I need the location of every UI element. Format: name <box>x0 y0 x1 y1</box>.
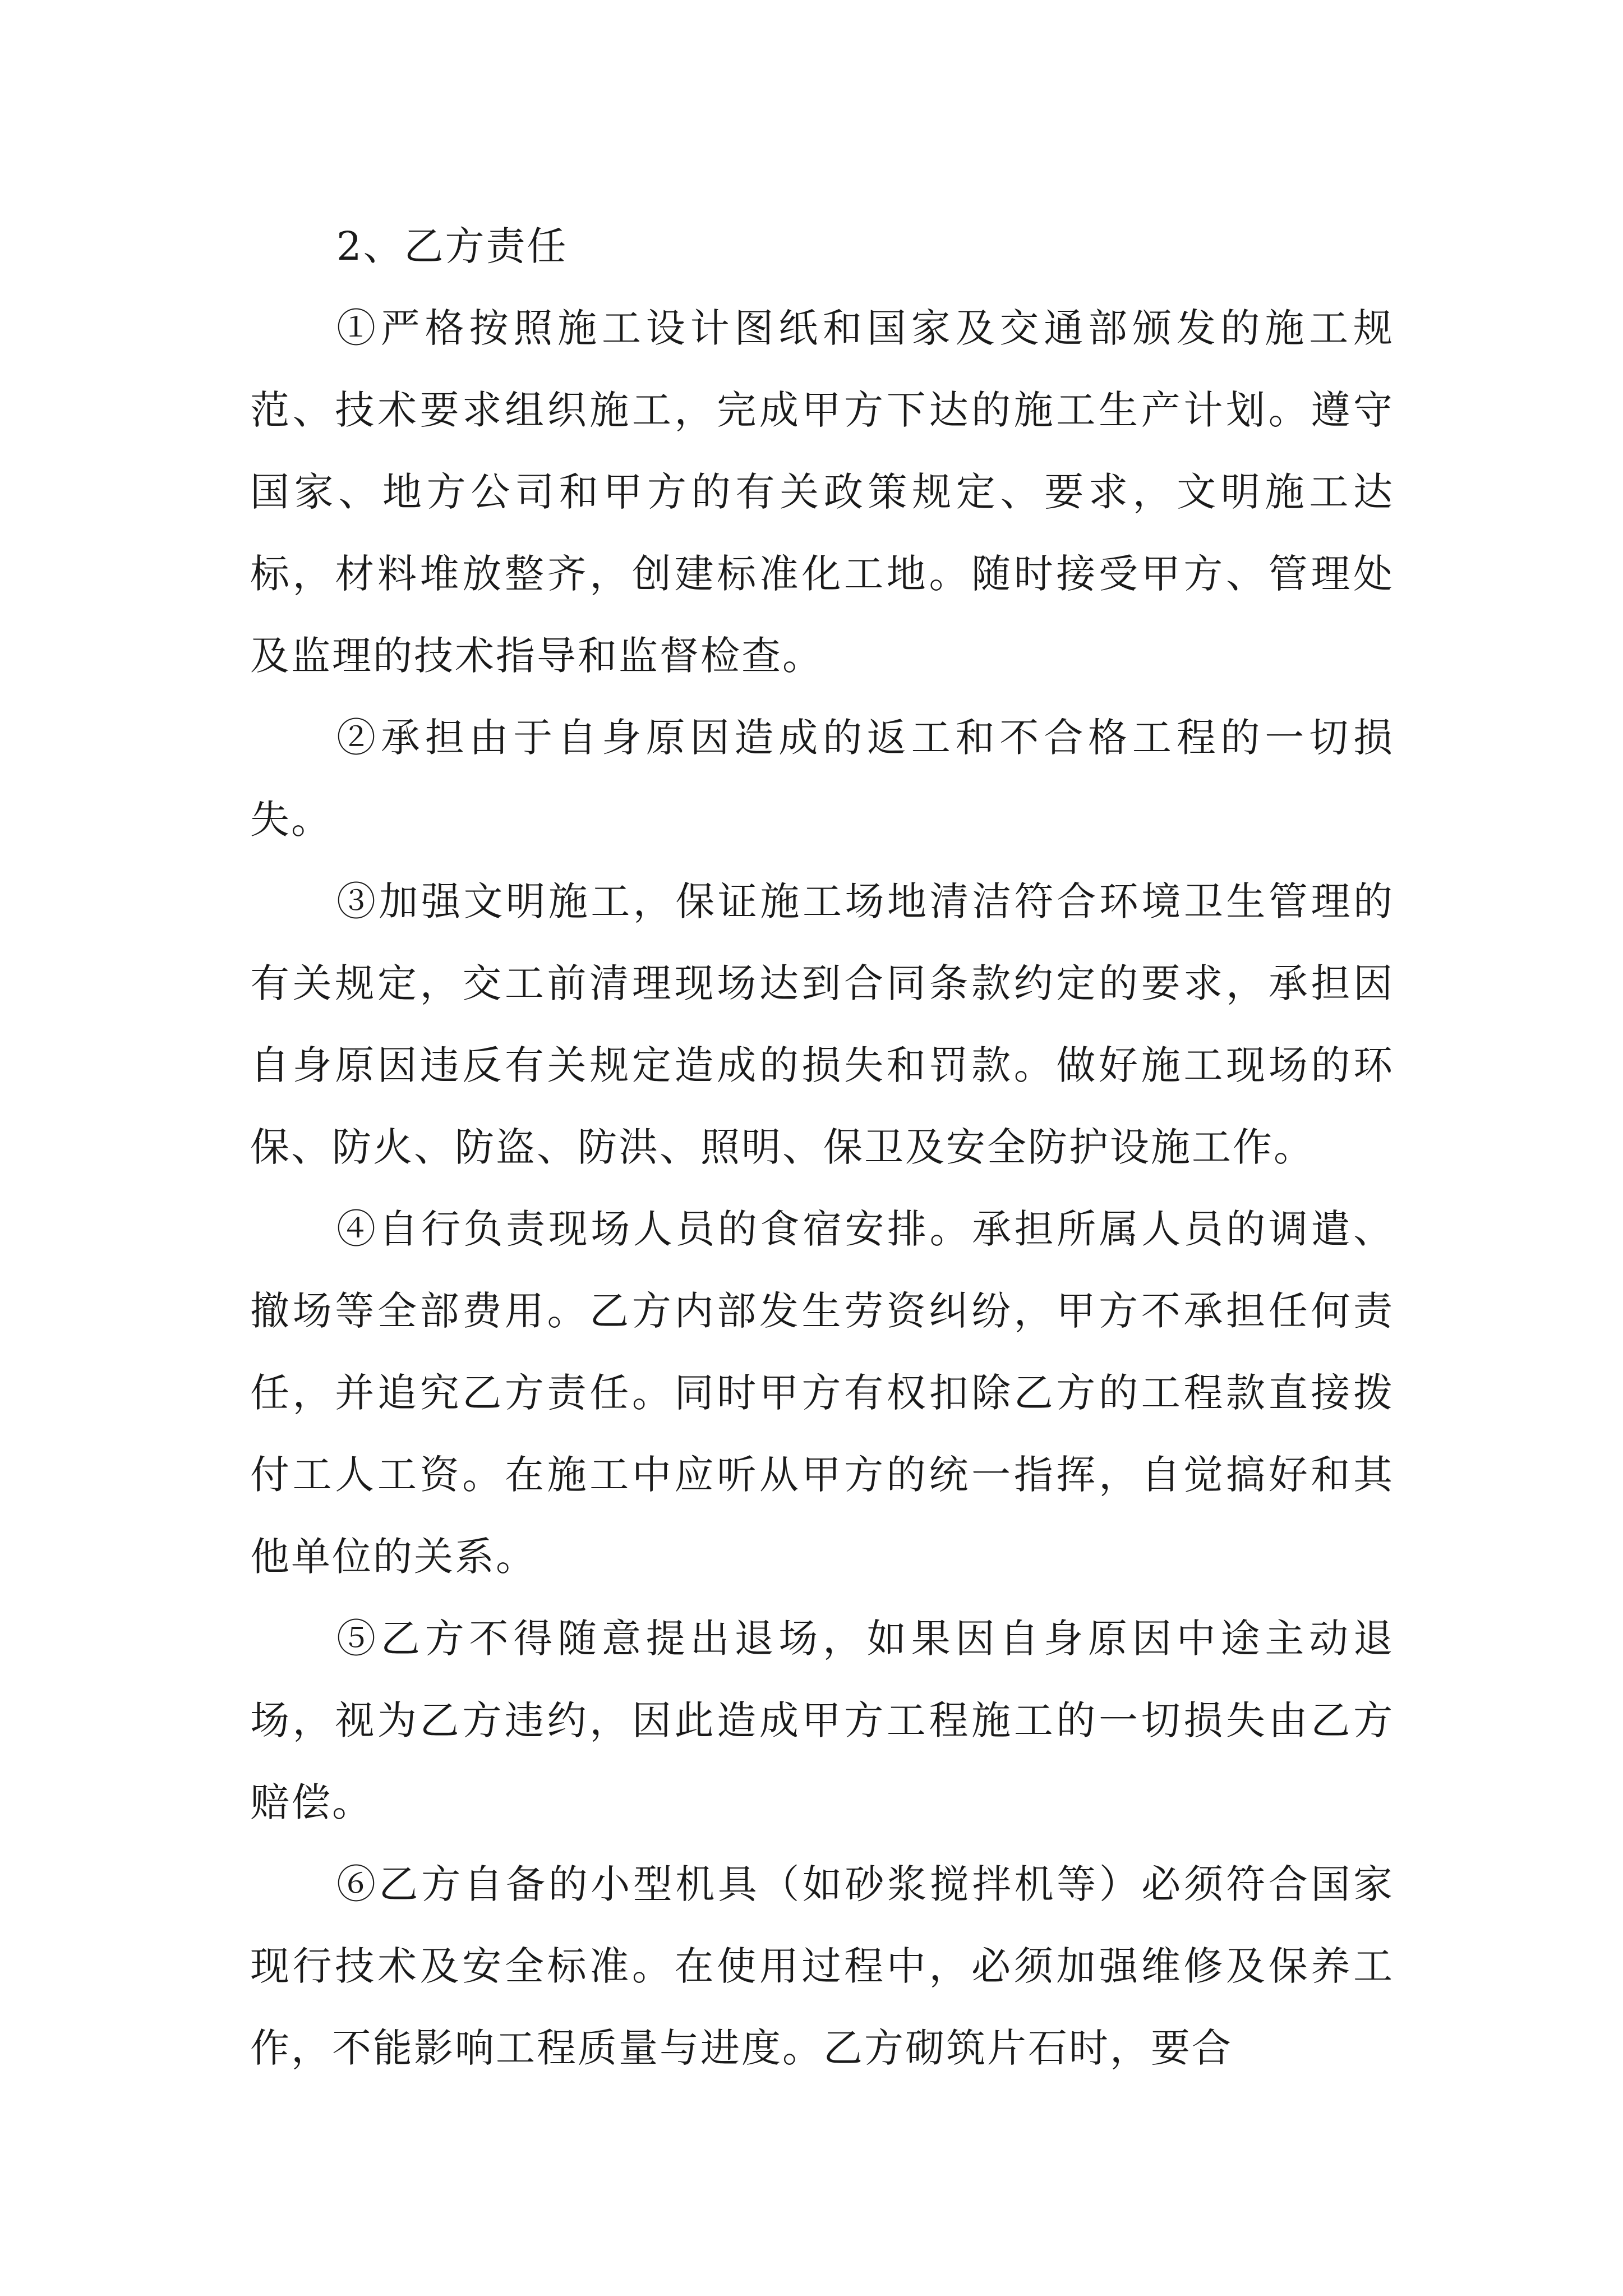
paragraph-6: ⑥乙方自备的小型机具（如砂浆搅拌机等）必须符合国家现行技术及安全标准。在使用过程中，必须加强维修及保养工作，不能影响工程质量与进度。乙方砌筑片石时，要合 <box>250 1861 1394 2071</box>
document-body <box>250 205 1394 2089</box>
paragraph-1: ①严格按照施工设计图纸和国家及交通部颁发的施工规范、技术要求组织施工，完成甲方下达的施工生产计划。遵守国家、地方公司和甲方的有关政策规定、要求，文明施工达标，材料堆放整齐，创建标准化工地。随时接受甲方、管理处及监理的技术指导和监督检查。 <box>250 305 1394 679</box>
paragraph-3: ③加强文明施工，保证施工场地清洁符合环境卫生管理的有关规定，交工前清理现场达到合同条款约定的要求，承担因自身原因违反有关规定造成的损失和罚款。做好施工现场的环保、防火、防盗、防洪、照明、保卫及安全防护设施工作。 <box>250 878 1394 1170</box>
paragraph-2: ②承担由于自身原因造成的返工和不合格工程的一切损失。 <box>250 715 1394 843</box>
section-heading: 2、乙方责任 <box>336 223 568 269</box>
paragraph-4: ④自行负责现场人员的食宿安排。承担所属人员的调遣、撤场等全部费用。乙方内部发生劳资纠纷，甲方不承担任何责任，并追究乙方责任。同时甲方有权扣除乙方的工程款直接拨付工人工资。在施工中应听从甲方的统一指挥，自觉搞好和其他单位的关系。 <box>250 1206 1394 1580</box>
paragraph-5: ⑤乙方不得随意提出退场，如果因自身原因中途主动退场，视为乙方违约，因此造成甲方工程施工的一切损失由乙方赔偿。 <box>250 1616 1394 1825</box>
